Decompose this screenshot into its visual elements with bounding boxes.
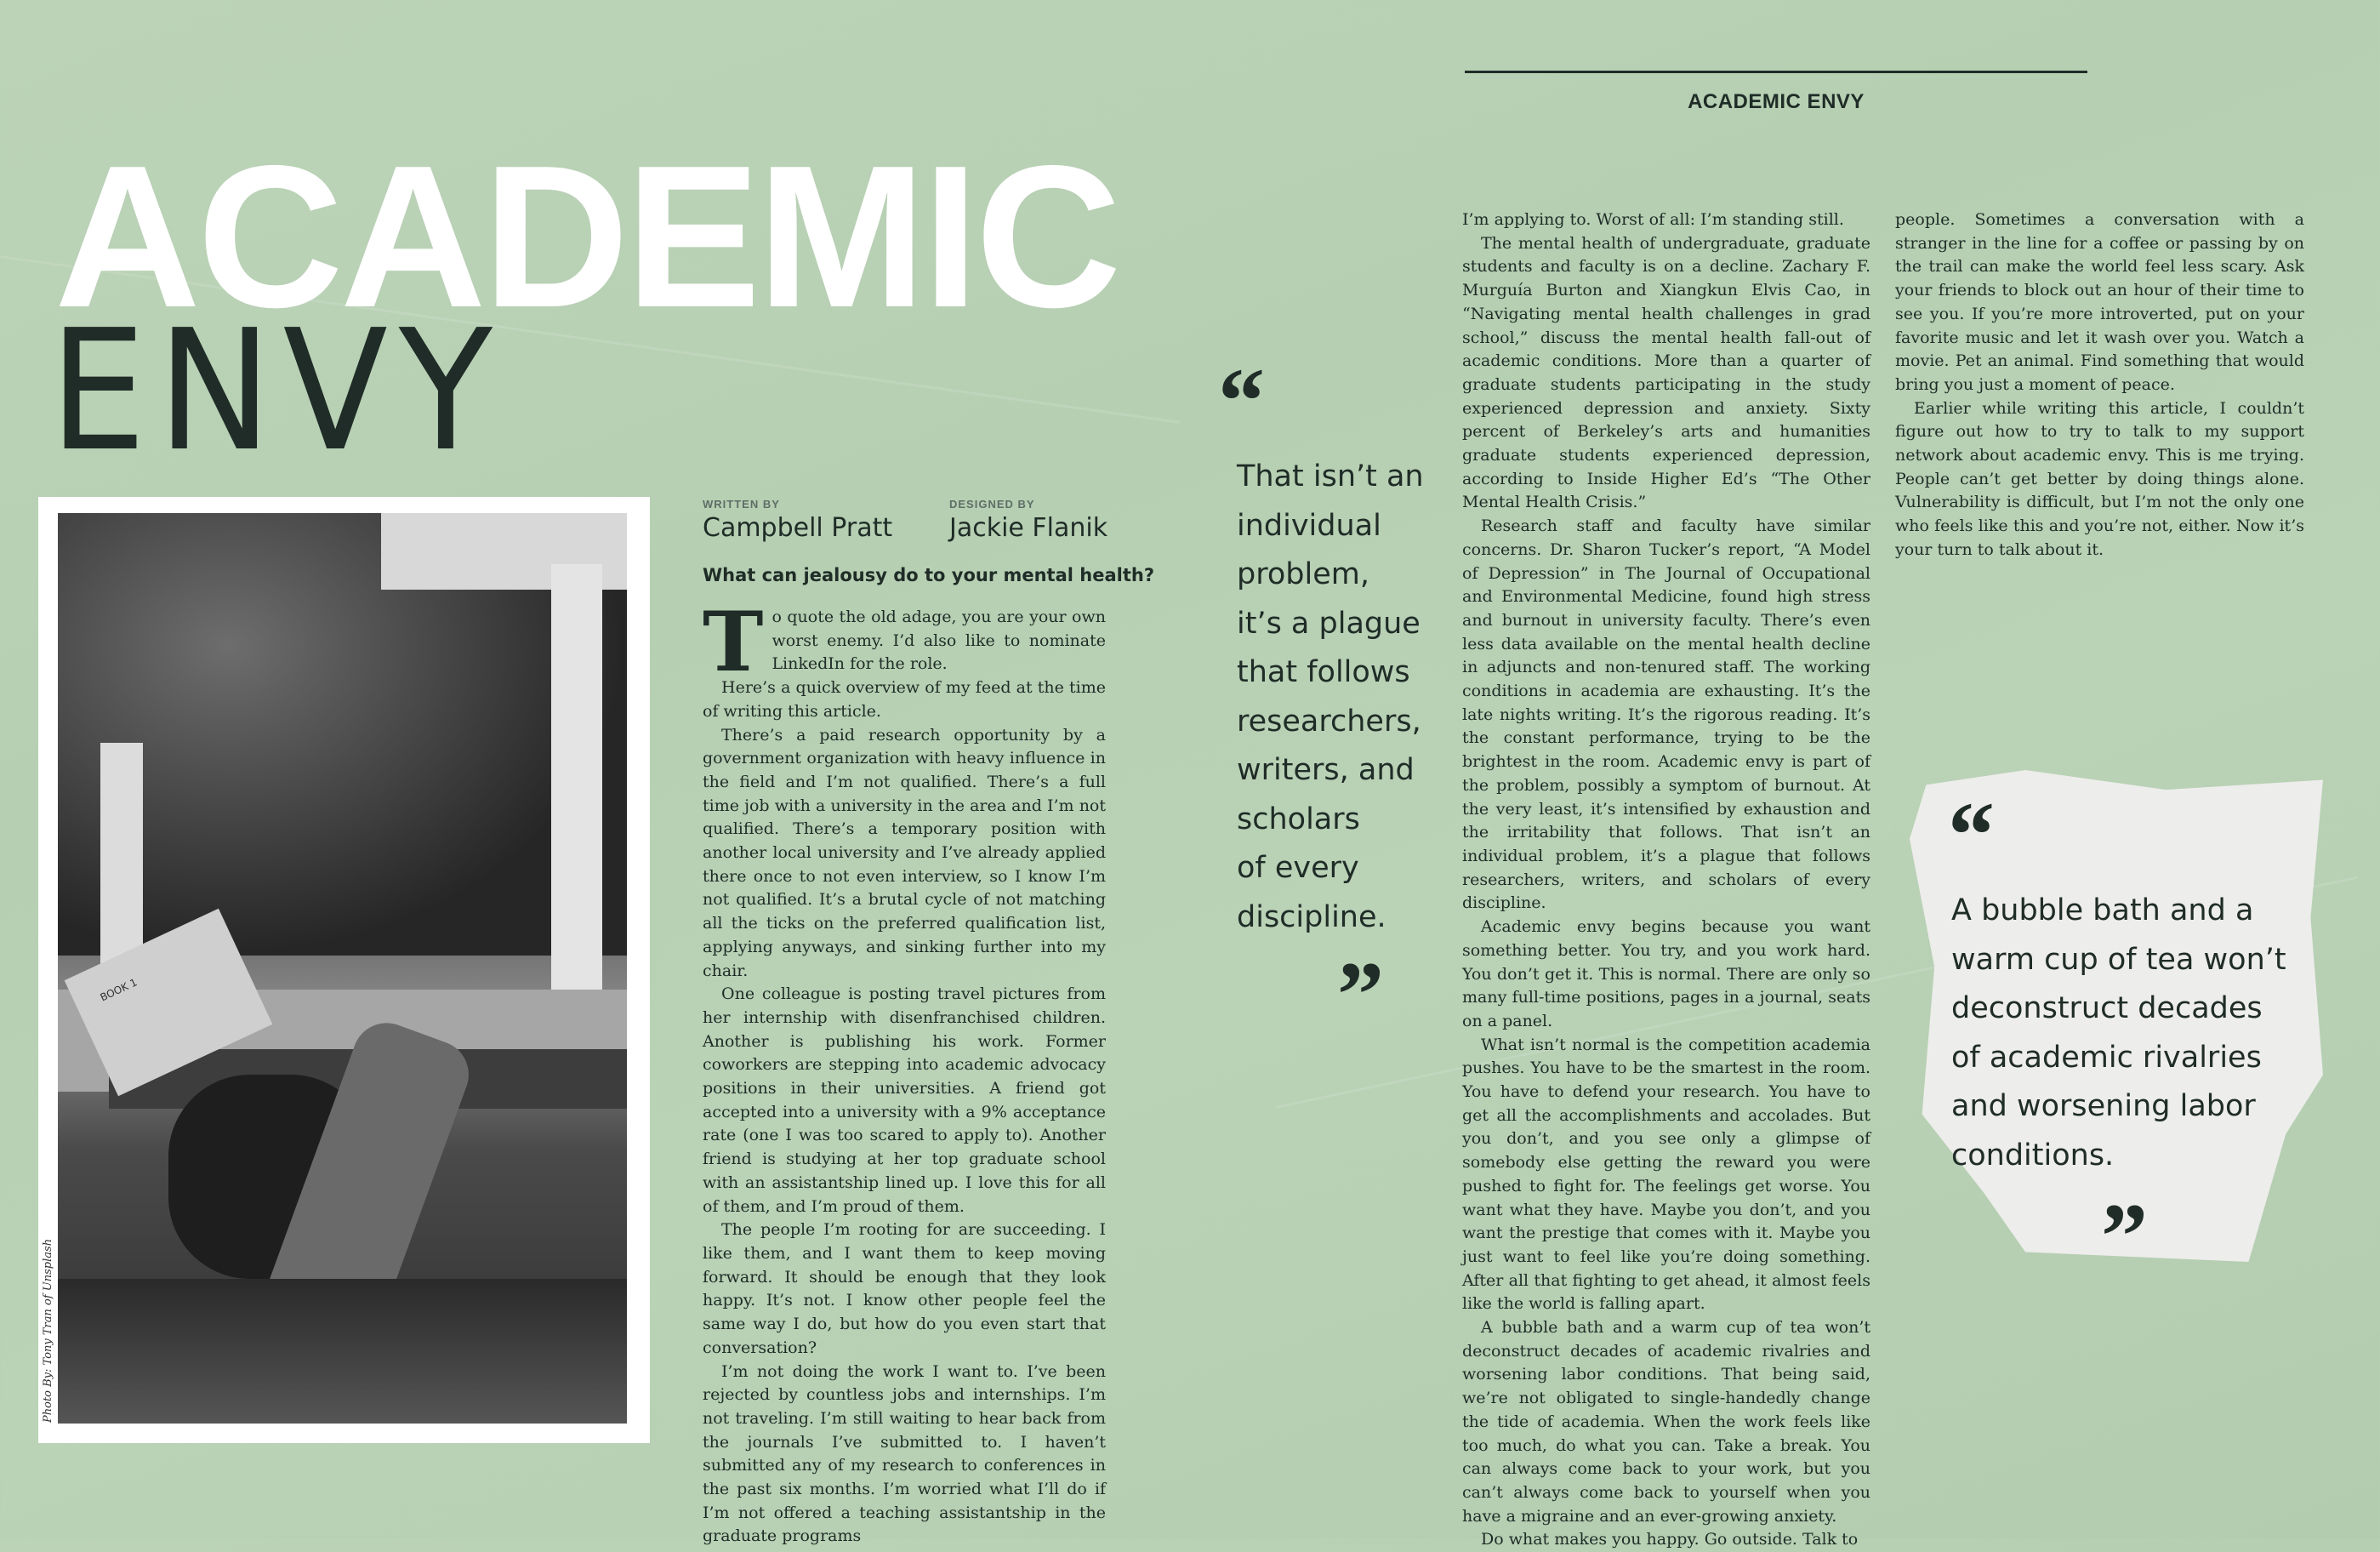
pull-quote-line: researchers, — [1237, 704, 1421, 739]
paragraph — [1462, 232, 1870, 515]
paragraph-text: A bubble bath and a warm cup of tea won’t deconstruct decades of academic rivalries and worsening labor conditions. That being said, we’re not obligated to single-handedly change the tide of academia. When the work feels like too much, do what you can. Take a break. You can always come back to your work, but you can’t always come back to yourself when you have a migraine and an ever-growing anxiety. — [1462, 1318, 1870, 1526]
paragraph — [1462, 1034, 1870, 1316]
pull-quote-line: individual — [1237, 508, 1381, 543]
paragraph-text: There’s a paid research opportunity by a government organization with heavy influence in the field and I’m not qualified. There’s a full time job with a university in the area and I’m not qualified. There’s a temporary position with another local university and I’ve already applied there once to not even interview, so I know I’m not qualified. It’s a brutal cycle of not matching all the ticks on the preferred qualification list, applying anyways, and sinking further into my chair. — [703, 725, 1106, 980]
paragraph-text: o quote the old adage, you are your own worst enemy. I’d also like to nominate LinkedIn for the role. — [772, 608, 1106, 674]
pull-quote-line: of academic rivalries — [1951, 1040, 2262, 1075]
body-column-1 — [703, 594, 1106, 1549]
open-quote-icon: “ — [1218, 349, 1265, 453]
pull-quote-line: warm cup of tea won’t — [1951, 942, 2286, 977]
body-column-3 — [1895, 208, 2304, 562]
written-by-label: WRITTEN BY — [703, 498, 780, 511]
close-quote-icon: ” — [2101, 1184, 2148, 1288]
pull-quote-line: discipline. — [1237, 899, 1386, 934]
paragraph-text: Do what makes you happy. Go outside. Talk to — [1481, 1530, 1859, 1549]
book-label: BOOK 1 — [98, 976, 139, 1004]
title-academic: ACADEMIC — [54, 124, 1119, 350]
paragraph-text: One colleague is posting travel pictures from her internship with disenfranchised children. Another is publishing his work. Former coworkers are stepping into academic advocacy positions in their universities. A friend got accepted into a university with a 9% acceptance rate (one I was too scared to apply to). Another friend is studying at her top graduate school with an assistantship lined up. I love this for all of them, and I’m proud of them. — [703, 984, 1106, 1216]
pull-quote-line: and worsening labor — [1951, 1089, 2256, 1123]
title-envy-text: ENVY — [49, 294, 504, 488]
shelter-pillar — [551, 564, 602, 990]
paragraph-text: The mental health of undergraduate, graduate students and faculty is on a decline. Zachary F. Murguía Burton and Xiangkun Elvis Cao, in “Navigating mental health challenges in grad school,” discuss the mental health fall-out of academic conditions. More than a quarter of graduate students participating in the study experienced depression and anxiety. Sixty percent of Berkeley’s arts and humanities graduate students experienced depression, according to Inside Higher Ed’s “The Other Mental Health Crisis.” — [1462, 233, 1870, 512]
paragraph — [703, 1218, 1106, 1360]
paragraph-text: What isn’t normal is the competition academia pushes. You have to be the smartest in the room. You have to defend your research. You have to get all the accomplishments and accolades. But you don’t, and you see only a glimpse of somebody else getting the reward you were pushed to fight for. The feelings get worse. You want what they have. Maybe you don’t, and you want the prestige that comes with it. Maybe you just want to feel like you’re doing something. After all that fighting to get ahead, it almost feels like the world is falling apart. — [1462, 1035, 1870, 1314]
photo-frame — [38, 497, 650, 1443]
photo-credit: Photo By: Tony Tran of Unsplash — [42, 1238, 54, 1423]
paragraph — [1895, 208, 2304, 397]
open-quote-icon: “ — [1948, 783, 1995, 887]
paragraph — [703, 594, 1106, 690]
paragraph — [1462, 208, 1870, 232]
header-rule — [1465, 71, 2087, 73]
paragraph-text: The people I’m rooting for are succeeding. I like them, and I want them to keep moving forward. It should be enough that they look happy. It’s not. I know other people feel the same way I do, but how do you even start that conversation? — [703, 1220, 1106, 1357]
pull-quote-line: of every — [1237, 851, 1359, 885]
body-column-2 — [1462, 208, 1870, 1552]
paragraph-text: Research staff and faculty have similar concerns. Dr. Sharon Tucker’s report, “A Model of Depression” in The Journal of Occupational and Environmental Medicine, found high stress and burnout in university faculty. There’s even less data available on the mental health decline in adjuncts and non-tenured staff. The working conditions in academia are exhausting. It’s the late nights writing. It’s the rigorous reading. It’s the constant performance, trying to be the brightest in the room. Academic envy is part of the problem, possibly a symptom of burnout. At the very least, it’s intensified by exhaustion and the irritability that follows. That isn’t an individual problem, it’s a plague that follows researchers, writers, and scholars of every discipline. — [1462, 516, 1870, 913]
paragraph-text: people. Sometimes a conversation with a stranger in the line for a coffee or passing by on the trail can make the world feel less scary. Ask your friends to block out an hour of their time to see you. If you’re more introverted, put on your favorite music and let it wash over you. Watch a movie. Pet an animal. Find something that would bring you just a moment of peace. — [1895, 210, 2304, 394]
author-name: Campbell Pratt — [703, 513, 893, 543]
paragraph-text: Academic envy begins because you want something better. You try, and you work hard. You don’t get it. This is normal. There are only so many full-time positions, pages in a journal, seats on a panel. — [1462, 917, 1870, 1030]
paragraph — [1462, 1316, 1870, 1528]
running-head: ACADEMIC ENVY — [1688, 90, 1865, 113]
pull-quote-line: that follows — [1237, 655, 1410, 689]
paragraph — [703, 983, 1106, 1218]
pull-quote-2 — [1951, 887, 2286, 1180]
designed-by-label: DESIGNED BY — [949, 498, 1035, 511]
pull-quote-line: it’s a plague — [1237, 606, 1421, 641]
pull-quote-line: conditions. — [1951, 1138, 2115, 1173]
paragraph — [703, 676, 1106, 723]
paragraph — [1462, 1528, 1870, 1552]
photo-person-with-book-on-face — [58, 513, 627, 1424]
title-envy — [49, 294, 504, 488]
paragraph — [703, 1361, 1106, 1549]
pull-quote-line: A bubble bath and a — [1951, 893, 2254, 927]
pull-quote-line: That isn’t an — [1237, 459, 1424, 494]
pull-quote-line: deconstruct decades — [1951, 991, 2263, 1025]
paragraph — [1895, 397, 2304, 562]
pull-quote-line: writers, and — [1237, 753, 1415, 787]
dek: What can jealousy do to your mental health? — [703, 565, 1155, 585]
paragraph-text: Earlier while writing this article, I couldn’t figure out how to try to talk to my support network about academic envy. This is me trying. People can’t get better by doing things alone. Vulnerability is difficult, but I’m not the only one who feels like this and you’re not, either. Now it’s your turn to talk about it. — [1895, 398, 2304, 559]
grass — [58, 1279, 627, 1424]
paragraph-text: I’m applying to. Worst of all: I’m standing still. — [1462, 210, 1844, 229]
drop-cap: T — [703, 594, 764, 690]
pull-quote-line: problem, — [1237, 557, 1369, 591]
pull-quote-line: scholars — [1237, 802, 1360, 836]
paragraph — [1462, 515, 1870, 916]
pull-quote-1 — [1237, 453, 1424, 942]
paragraph-text: Here’s a quick overview of my feed at the time of writing this article. — [703, 678, 1106, 721]
close-quote-icon: ” — [1337, 943, 1384, 1047]
paragraph — [1462, 916, 1870, 1034]
paragraph-text: I’m not doing the work I want to. I’ve been rejected by countless jobs and internships. I’m not traveling. I’m still waiting to hear back from the journals I’ve submitted to. I haven’t submitted any of my research to conferences in the past six months. I’m worried what I’ll do if I’m not offered a teaching assistantship in the graduate programs — [703, 1361, 1106, 1546]
paragraph — [703, 724, 1106, 984]
designer-name: Jackie Flanik — [949, 513, 1108, 543]
